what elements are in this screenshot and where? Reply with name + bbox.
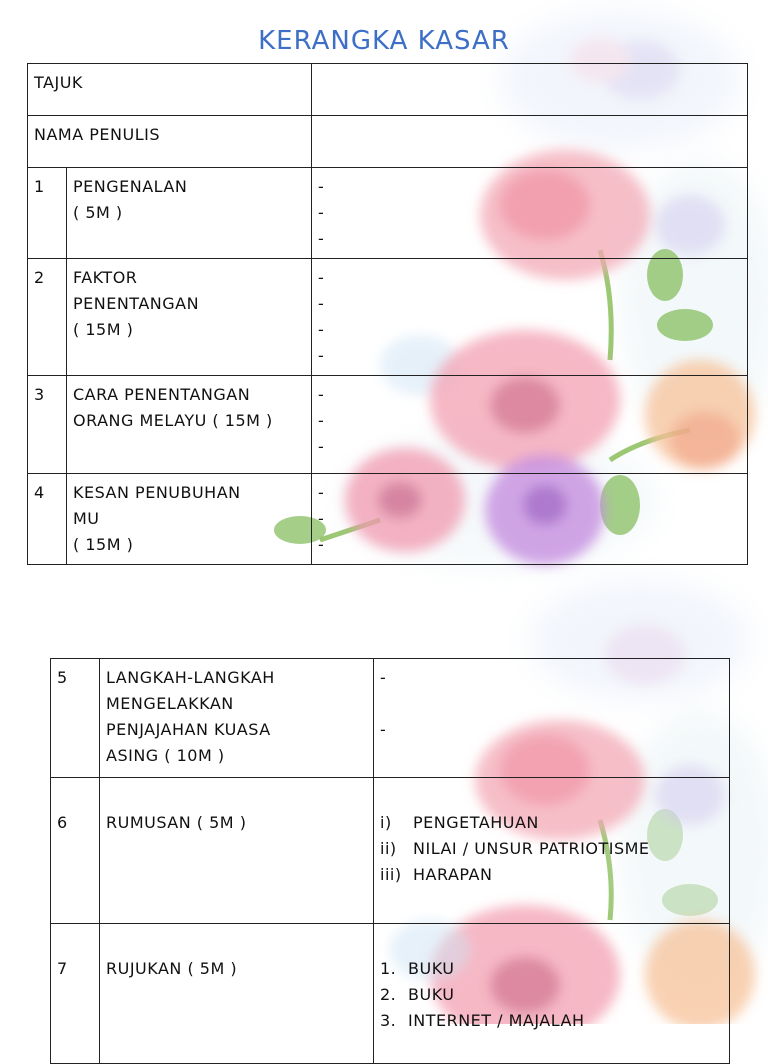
row-title: PENGENALAN ( 5M ) [67,168,312,259]
row-bullets: - - - [312,474,748,565]
list-item: 3. INTERNET / MAJALAH [380,1011,585,1030]
row-number: 3 [28,376,67,474]
row-number: 2 [28,259,67,376]
row-title: RUJUKAN ( 5M ) [100,924,374,1064]
row-number: 7 [51,924,100,1064]
row-bullets: - - [374,659,730,778]
row-number: 4 [28,474,67,565]
row-bullets: - - - [312,376,748,474]
table-row [51,778,730,924]
list-item: i) PENGETAHUAN [380,813,539,832]
penulis-value-cell [312,116,748,168]
row-list [374,924,730,1064]
row-title: LANGKAH-LANGKAH MENGELAKKAN PENJAJAHAN KUASA ASING ( 10M ) [100,659,374,778]
tajuk-value-cell [312,64,748,116]
row-title: FAKTOR PENENTANGAN ( 15M ) [67,259,312,376]
row-title: KESAN PENUBUHAN MU ( 15M ) [67,474,312,565]
list-item: 1. BUKU [380,959,455,978]
table-row [28,168,748,259]
table-row [28,474,748,565]
row-bullets: - - - - [312,259,748,376]
list-item: 2. BUKU [380,985,455,1004]
table-row [51,659,730,778]
row-number: 5 [51,659,100,778]
table-row [28,376,748,474]
row-number: 6 [51,778,100,924]
outline-table-part-1 [27,63,748,565]
row-title: CARA PENENTANGAN ORANG MELAYU ( 15M ) [67,376,312,474]
tajuk-row [28,64,748,116]
list-item: ii) NILAI / UNSUR PATRIOTISME [380,839,650,858]
penulis-label: NAMA PENULIS [28,116,312,168]
row-number: 1 [28,168,67,259]
outline-table-part-2 [50,658,730,1064]
page-title: KERANGKA KASAR [258,26,510,56]
list-item: iii) HARAPAN [380,865,493,884]
row-bullets: - - - [312,168,748,259]
table-row [28,259,748,376]
penulis-row [28,116,748,168]
tajuk-label: TAJUK [28,64,312,116]
table-row [51,924,730,1064]
row-title: RUMUSAN ( 5M ) [100,778,374,924]
row-list [374,778,730,924]
